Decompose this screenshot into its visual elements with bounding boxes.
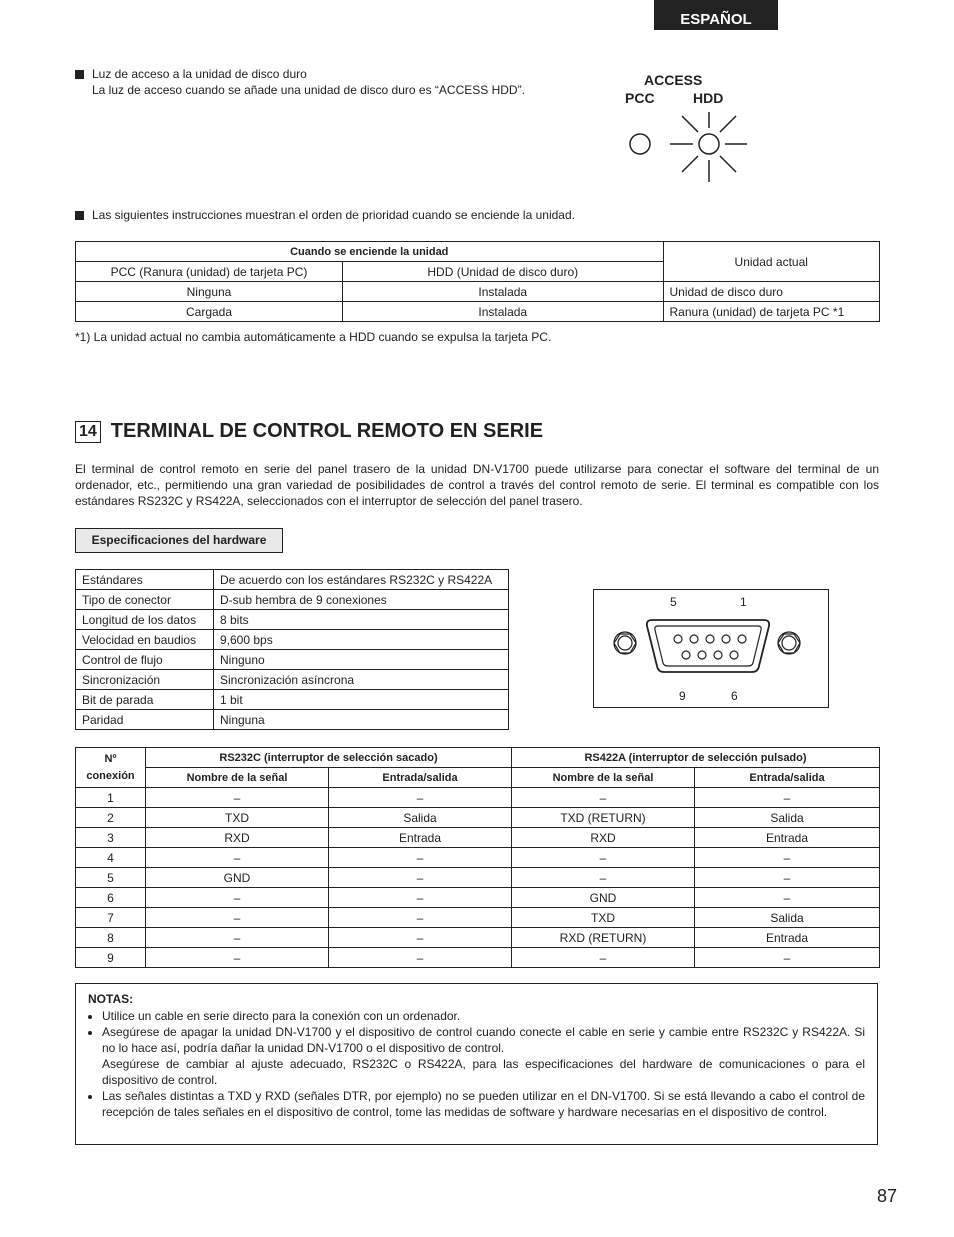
- table-row: [76, 908, 880, 928]
- table-cell: 8: [76, 928, 146, 948]
- bullet-title: Luz de acceso a la unidad de disco duro: [92, 67, 307, 81]
- table-cell: –: [695, 848, 880, 868]
- hardware-specs-label: Especificaciones del hardware: [75, 528, 283, 553]
- table-cell: 8 bits: [214, 610, 509, 630]
- note-item: • Utilice un cable en serie directo para la conexión con un ordenador.: [102, 1008, 865, 1024]
- table-cell: –: [329, 928, 512, 948]
- access-light-bullet: [75, 66, 595, 98]
- rs422a-header: RS422A (interruptor de selección pulsado): [512, 748, 880, 768]
- table-cell: –: [512, 848, 695, 868]
- pin-label: 6: [731, 689, 738, 703]
- table-row: [76, 808, 880, 828]
- pcc-label: PCC: [625, 90, 655, 106]
- table-cell: –: [146, 848, 329, 868]
- pin-label: 5: [670, 595, 677, 609]
- table-cell: Sincronización asíncrona: [214, 670, 509, 690]
- pin-assignment-table: [75, 747, 880, 968]
- table-cell: GND: [512, 888, 695, 908]
- table-cell: –: [695, 888, 880, 908]
- table-cell: 1 bit: [214, 690, 509, 710]
- table-cell: –: [329, 948, 512, 968]
- table-cell: –: [695, 948, 880, 968]
- priority-table: [75, 241, 880, 322]
- db9-connector-diagram: [593, 589, 829, 708]
- table-cell: –: [329, 788, 512, 808]
- table-cell: –: [512, 948, 695, 968]
- table-cell: Velocidad en baudios: [76, 630, 214, 650]
- table-row: [76, 888, 880, 908]
- table-cell: 6: [76, 888, 146, 908]
- table-row: [76, 610, 509, 630]
- notes-title: NOTAS:: [88, 992, 134, 1006]
- table-row: [76, 590, 509, 610]
- table-cell: 3: [76, 828, 146, 848]
- hdd-led-lit-icon: [670, 112, 747, 182]
- table-cell: Instalada: [343, 282, 664, 302]
- table-cell: Cargada: [76, 302, 343, 322]
- table-row: [76, 570, 509, 590]
- table-cell: –: [329, 888, 512, 908]
- bullet-square-icon: [75, 211, 84, 220]
- bullet-text: La luz de acceso cuando se añade una unidad de disco duro es “ACCESS HDD”.: [92, 83, 525, 97]
- table-cell: Entrada: [695, 828, 880, 848]
- language-tab: ESPAÑOL: [654, 0, 778, 30]
- table-cell: –: [146, 788, 329, 808]
- table-cell: –: [329, 868, 512, 888]
- table-cell: –: [695, 788, 880, 808]
- table-cell: Estándares: [76, 570, 214, 590]
- access-diagram: [620, 70, 760, 190]
- section-intro: El terminal de control remoto en serie del panel trasero de la unidad DN-V1700 puede utilizarse para conectar el software del terminal de un ordenador, etc., permitiendo una gran variedad de posibilidades de control a través del control remoto de serie. El terminal es compatible con los estándares RS232C y RS422A, seleccionados con el interruptor de selección del panel trasero.: [75, 462, 879, 508]
- bullet-square-icon: [75, 70, 84, 79]
- table-cell: 4: [76, 848, 146, 868]
- table-cell: Salida: [695, 808, 880, 828]
- hdd-header: HDD (Unidad de disco duro): [343, 262, 664, 282]
- table-cell: –: [146, 948, 329, 968]
- table-cell: –: [146, 908, 329, 928]
- table-cell: Ninguna: [76, 282, 343, 302]
- table-row: [76, 690, 509, 710]
- access-label: ACCESS: [644, 72, 703, 88]
- table-row: [76, 630, 509, 650]
- table-row: [76, 788, 880, 808]
- table-row: [76, 848, 880, 868]
- table-cell: Instalada: [343, 302, 664, 322]
- table-row: [76, 710, 509, 730]
- table-row: [76, 948, 880, 968]
- pcc-header: PCC (Ranura (unidad) de tarjeta PC): [76, 262, 343, 282]
- pcc-led-icon: [630, 134, 650, 154]
- table-cell: 5: [76, 868, 146, 888]
- table-cell: –: [695, 868, 880, 888]
- table-cell: Salida: [695, 908, 880, 928]
- section-number: 14: [75, 421, 101, 443]
- table-cell: D-sub hembra de 9 conexiones: [214, 590, 509, 610]
- rs232c-header: RS232C (interruptor de selección sacado): [146, 748, 512, 768]
- table-cell: GND: [146, 868, 329, 888]
- priority-footnote: *1) La unidad actual no cambia automáticamente a HDD cuando se expulsa la tarjeta PC.: [75, 330, 552, 344]
- table-cell: De acuerdo con los estándares RS232C y RS422A: [214, 570, 509, 590]
- priority-intro-text: Las siguientes instrucciones muestran el orden de prioridad cuando se enciende la unidad.: [92, 208, 575, 222]
- table-cell: –: [512, 788, 695, 808]
- pin-no-header: Nº conexión: [76, 748, 146, 788]
- table-cell: Entrada: [329, 828, 512, 848]
- table-cell: 7: [76, 908, 146, 928]
- current-unit-header: Unidad actual: [663, 242, 880, 282]
- table-cell: –: [329, 908, 512, 928]
- table-cell: TXD (RETURN): [512, 808, 695, 828]
- table-row: [76, 302, 880, 322]
- section-title-text: TERMINAL DE CONTROL REMOTO EN SERIE: [110, 420, 544, 442]
- note-item: • Asegúrese de apagar la unidad DN-V1700 y el dispositivo de control cuando conecte el cable en serie y cambie entre RS232C y RS422A. Si no lo hace así, podría dañar la unidad DN-V1700 o el dispositivo de control. Asegúrese de cambiar al ajuste adecuado, RS232C o RS422A, para las especificaciones del hardware de comunicaciones o para el dispositivo de control.: [102, 1024, 865, 1088]
- priority-intro: [75, 207, 575, 223]
- table-row: [76, 828, 880, 848]
- section-title: [75, 420, 543, 443]
- table-cell: Paridad: [76, 710, 214, 730]
- pin-label: 1: [740, 595, 747, 609]
- table-row: [76, 670, 509, 690]
- priority-group-header: Cuando se enciende la unidad: [76, 242, 664, 262]
- table-cell: Ranura (unidad) de tarjeta PC *1: [663, 302, 880, 322]
- hdd-label: HDD: [693, 90, 724, 106]
- table-cell: Control de flujo: [76, 650, 214, 670]
- table-cell: 2: [76, 808, 146, 828]
- page-number: 87: [876, 1186, 897, 1206]
- hardware-specs-table: [75, 569, 509, 730]
- table-cell: Ninguno: [214, 650, 509, 670]
- signal-name-header: Nombre de la señal: [512, 768, 695, 788]
- table-row: [76, 282, 880, 302]
- table-cell: RXD: [146, 828, 329, 848]
- note-item: • Las señales distintas a TXD y RXD (señales DTR, por ejemplo) no se pueden utilizar en el DN-V1700. Si se está llevando a cabo el control de recepción de tales señales en el dispositivo de control, tome las medidas de software y hardware necesarias en el dispositivo de control.: [102, 1088, 865, 1120]
- table-cell: RXD: [512, 828, 695, 848]
- table-row: [76, 928, 880, 948]
- table-cell: Entrada: [695, 928, 880, 948]
- table-cell: TXD: [512, 908, 695, 928]
- table-cell: –: [329, 848, 512, 868]
- table-cell: 1: [76, 788, 146, 808]
- table-cell: Salida: [329, 808, 512, 828]
- notes-list: [88, 1008, 865, 1120]
- table-cell: Tipo de conector: [76, 590, 214, 610]
- table-cell: –: [146, 888, 329, 908]
- io-header: Entrada/salida: [329, 768, 512, 788]
- table-cell: Longitud de los datos: [76, 610, 214, 630]
- table-cell: RXD (RETURN): [512, 928, 695, 948]
- notes-box: [75, 983, 878, 1145]
- table-cell: 9,600 bps: [214, 630, 509, 650]
- table-row: [76, 650, 509, 670]
- table-cell: TXD: [146, 808, 329, 828]
- table-cell: Unidad de disco duro: [663, 282, 880, 302]
- pin-label: 9: [679, 689, 686, 703]
- table-cell: –: [512, 868, 695, 888]
- signal-name-header: Nombre de la señal: [146, 768, 329, 788]
- table-cell: Ninguna: [214, 710, 509, 730]
- db9-connector-icon: [594, 590, 830, 709]
- io-header: Entrada/salida: [695, 768, 880, 788]
- table-cell: Bit de parada: [76, 690, 214, 710]
- table-row: [76, 868, 880, 888]
- table-cell: 9: [76, 948, 146, 968]
- led-icons: [620, 110, 760, 190]
- table-cell: –: [146, 928, 329, 948]
- table-cell: Sincronización: [76, 670, 214, 690]
